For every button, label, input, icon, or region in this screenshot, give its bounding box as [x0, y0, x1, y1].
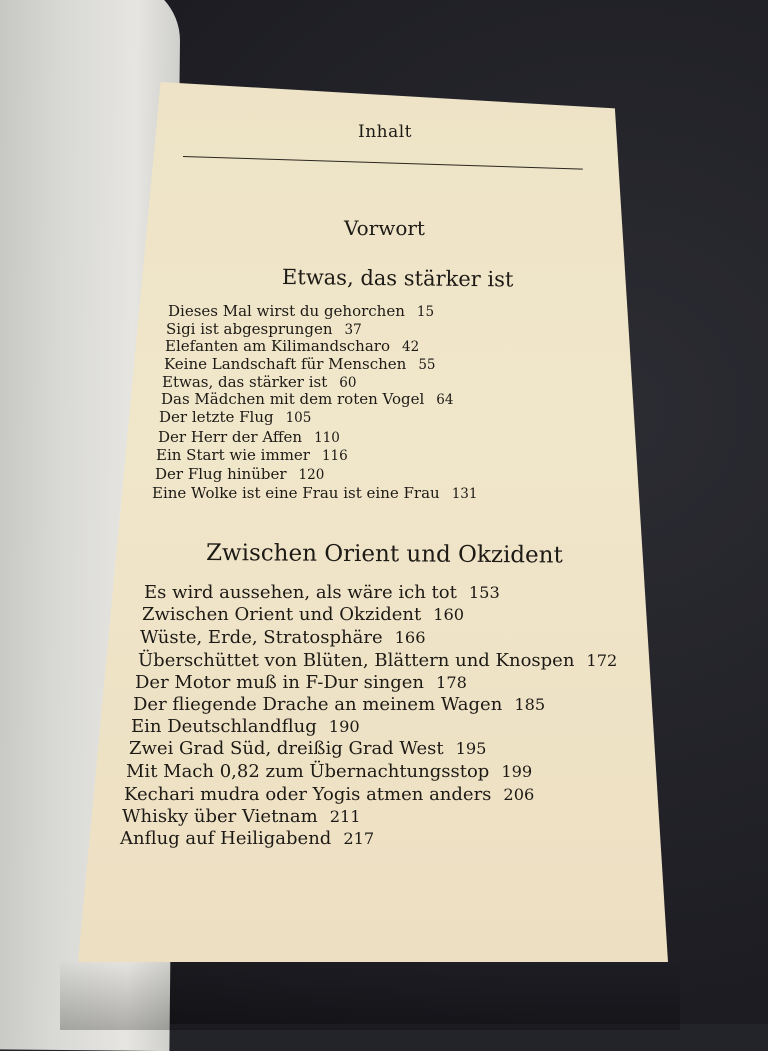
- entry-page: 120: [298, 467, 325, 483]
- entry-page: 110: [314, 430, 340, 446]
- entry-page: 42: [401, 339, 420, 355]
- toc-entry: [144, 582, 500, 603]
- entry-title: Whisky über Vietnam: [122, 806, 318, 827]
- entry-title: Es wird aussehen, als wäre ich tot: [144, 582, 457, 603]
- toc-entry: [164, 355, 436, 373]
- entry-page: 166: [394, 628, 426, 647]
- toc-entry: [161, 390, 453, 408]
- entry-title: Überschüttet von Blüten, Blättern und Knospen: [138, 650, 575, 671]
- entry-title: Kechari mudra oder Yogis atmen anders: [124, 784, 492, 805]
- toc-entry: [158, 428, 340, 446]
- entry-title: Der letzte Flug: [159, 408, 274, 426]
- entry-page: 60: [339, 375, 357, 391]
- entry-title: Ein Start wie immer: [156, 446, 310, 464]
- section-heading-part1: Etwas, das stärker ist: [281, 265, 514, 292]
- toc-entry: [120, 828, 374, 849]
- entry-page: 206: [503, 785, 535, 804]
- toc-entry: [155, 465, 324, 483]
- entry-title: Anflug auf Heiligabend: [120, 828, 332, 849]
- page-header: Inhalt: [358, 122, 413, 142]
- entry-title: Keine Landschaft für Menschen: [164, 355, 407, 373]
- entry-page: 105: [285, 410, 312, 426]
- toc-entry: [140, 627, 426, 648]
- toc-entry: [126, 761, 532, 782]
- entry-title: Eine Wolke ist eine Frau ist eine Frau: [152, 484, 440, 502]
- entry-page: 172: [586, 651, 618, 670]
- entry-page: 199: [501, 762, 533, 781]
- entry-page: 211: [329, 807, 361, 826]
- entry-title: Sigi ist abgesprungen: [166, 320, 333, 338]
- page-shadow: [60, 960, 680, 1030]
- entry-title: Ein Deutschlandflug: [131, 716, 317, 737]
- entry-title: Etwas, das stärker ist: [162, 373, 328, 391]
- toc-entry: [159, 408, 311, 426]
- entry-title: Elefanten am Kilimandscharo: [165, 337, 390, 355]
- entry-page: 217: [343, 829, 375, 848]
- toc-entry: [162, 373, 356, 391]
- toc-entry: [165, 337, 419, 355]
- entry-page: 153: [468, 583, 500, 602]
- header-rule: [183, 156, 583, 170]
- entry-title: Dieses Mal wirst du gehorchen: [168, 302, 405, 320]
- toc-entry: [129, 738, 486, 759]
- section-vorwort: Vorwort: [344, 216, 425, 240]
- entry-page: 116: [321, 448, 348, 464]
- section-heading-part2: Zwischen Orient und Okzident: [205, 540, 563, 569]
- entry-page: 195: [455, 739, 487, 758]
- entry-page: 37: [344, 322, 362, 338]
- toc-entry: [168, 302, 434, 320]
- toc-entry: [131, 716, 360, 737]
- entry-page: 55: [418, 357, 436, 373]
- entry-page: 190: [328, 717, 360, 736]
- entry-title: Der Herr der Affen: [158, 428, 303, 446]
- entry-title: Mit Mach 0,82 zum Übernachtungsstop: [126, 761, 490, 782]
- entry-title: Der fliegende Drache an meinem Wagen: [133, 694, 503, 715]
- entry-title: Zwei Grad Süd, dreißig Grad West: [129, 738, 444, 759]
- toc-entry: [156, 446, 348, 464]
- toc-entry: [152, 484, 477, 502]
- entry-title: Der Flug hinüber: [155, 465, 287, 483]
- toc-entry: [142, 604, 464, 625]
- toc-entry: [133, 694, 545, 715]
- entry-page: 64: [436, 392, 454, 408]
- entry-page: 160: [433, 605, 465, 624]
- toc-entry: [122, 806, 361, 827]
- entry-title: Zwischen Orient und Okzident: [142, 604, 422, 625]
- entry-page: 15: [416, 304, 435, 320]
- toc-entry: [138, 650, 617, 671]
- entry-page: 178: [436, 673, 467, 692]
- toc-entry: [135, 672, 467, 693]
- toc-entry: [166, 320, 362, 338]
- entry-page: 185: [514, 695, 546, 714]
- entry-title: Das Mädchen mit dem roten Vogel: [161, 390, 425, 408]
- entry-page: 131: [451, 486, 478, 502]
- toc-entry: [124, 784, 534, 805]
- entry-title: Wüste, Erde, Stratosphäre: [140, 627, 383, 648]
- entry-title: Der Motor muß in F-Dur singen: [135, 672, 425, 693]
